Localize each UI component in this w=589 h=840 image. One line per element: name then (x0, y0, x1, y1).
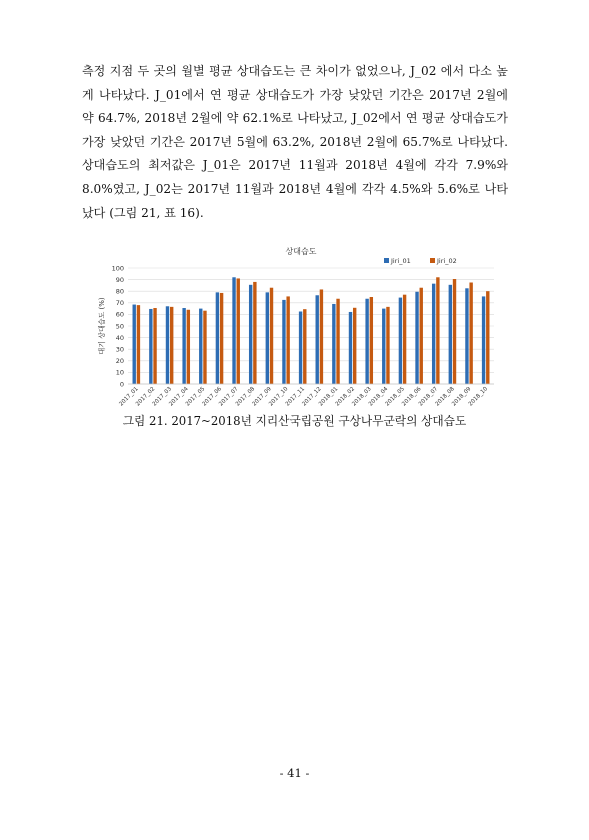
bar-jiri-01-2017-10 (282, 300, 285, 384)
x-axis-ticks (118, 386, 489, 408)
y-tick-label: 40 (115, 333, 124, 342)
bar-jiri-02-2018-04 (386, 307, 389, 384)
bar-jiri-02-2018-01 (336, 299, 339, 384)
page-number: - 41 - (279, 766, 310, 780)
x-tick-label: 2017_05 (184, 386, 207, 408)
bar-jiri-01-2018-07 (432, 284, 435, 384)
y-axis-label: 대기 상대습도 (%) (98, 297, 106, 355)
bar-jiri-02-2017-02 (153, 308, 156, 384)
x-tick-label: 2018_09 (451, 386, 473, 408)
bar-jiri-02-2018-10 (486, 291, 489, 384)
bar-jiri-01-2017-07 (232, 277, 235, 384)
bar-jiri-02-2017-11 (303, 309, 306, 384)
relative-humidity-chart (100, 244, 502, 416)
x-tick-label: 2017_10 (268, 386, 290, 408)
bar-jiri-01-2018-04 (382, 309, 385, 384)
bar-jiri-01-2017-02 (149, 309, 152, 384)
bar-jiri-02-2017-10 (286, 296, 289, 384)
bar-jiri-02-2017-07 (237, 278, 240, 384)
bar-jiri-02-2018-06 (420, 288, 423, 384)
x-tick-label: 2018_05 (384, 386, 406, 408)
bar-jiri-02-2018-05 (403, 295, 406, 384)
y-tick-label: 0 (119, 380, 124, 389)
x-tick-label: 2018_02 (334, 386, 357, 408)
bar-jiri-02-2017-06 (220, 293, 223, 384)
bar-jiri-02-2017-04 (187, 310, 190, 384)
x-tick-label: 2018_08 (434, 386, 456, 408)
bar-jiri-01-2017-01 (133, 305, 136, 384)
x-tick-label: 2018_03 (351, 386, 373, 408)
bar-jiri-02-2017-05 (203, 311, 206, 384)
body-paragraph: 측정 지점 두 곳의 월별 평균 상대습도는 큰 차이가 없었으나, J_02 에서 다소 높게 나타났다. J_01에서 연 평균 상대습도가 가장 낮았던 기간은 2017년 2월에 약 64.7%, 2018년 2월에 약 62.1%로 나타났고, J_02에서 연 평균 상대습도가 가장 낮았던 기간은 2017년 5월에 63.2%, 2018년 2월에 65.7%로 나타났다. 상대습도의 최저값은 J_01은 2017년 11월과 2018년 4월에 각각 7.9%와 8.0%였고, J_02는 2017년 11월과 2018년 4월에 각각 4.5%와 5.6%로 나타났다 (그림 21, 표 16). (82, 64, 508, 220)
x-tick-label: 2017_11 (284, 386, 307, 408)
bar-jiri-01-2018-02 (349, 312, 352, 384)
figure-caption: 그림 21. 2017~2018년 지리산국립공원 구상나무군락의 상대습도 (122, 414, 467, 428)
bar-jiri-02-2018-07 (436, 277, 439, 384)
bar-jiri-02-2018-09 (469, 283, 472, 385)
bar-jiri-02-2017-09 (270, 288, 273, 384)
bar-jiri-01-2018-10 (482, 296, 485, 384)
bar-jiri-02-2018-02 (353, 308, 356, 384)
bar-jiri-02-2018-08 (453, 279, 456, 384)
x-tick-label: 2018_10 (467, 386, 490, 408)
bar-jiri-01-2017-06 (216, 292, 219, 384)
bar-jiri-01-2017-12 (316, 295, 319, 384)
bar-jiri-01-2017-11 (299, 312, 302, 385)
x-tick-label: 2017_06 (201, 386, 223, 408)
chart-bars (133, 277, 490, 384)
x-tick-label: 2017_02 (135, 386, 157, 408)
x-tick-label: 2017_08 (234, 386, 257, 408)
bar-jiri-02-2017-08 (253, 282, 256, 384)
bar-jiri-01-2017-09 (266, 292, 269, 384)
legend-label-jiri-02: Jiri_02 (437, 257, 457, 265)
chart-plot (100, 244, 502, 416)
bar-jiri-01-2017-08 (249, 285, 252, 384)
y-tick-label: 90 (115, 275, 124, 284)
bar-jiri-01-2018-09 (465, 288, 468, 384)
bar-jiri-01-2018-06 (415, 292, 418, 384)
y-tick-label: 70 (115, 299, 124, 308)
bar-jiri-01-2017-04 (182, 308, 185, 384)
y-tick-label: 80 (115, 287, 124, 296)
y-tick-label: 20 (115, 357, 124, 366)
legend-label-jiri-01: Jiri_01 (391, 257, 411, 265)
y-tick-label: 60 (115, 310, 124, 319)
x-tick-label: 2018_06 (401, 386, 423, 408)
x-tick-label: 2018_04 (367, 386, 390, 408)
y-tick-label: 100 (111, 264, 124, 273)
bar-jiri-02-2017-12 (320, 289, 323, 384)
x-tick-label: 2017_12 (301, 386, 323, 408)
y-tick-label: 50 (115, 322, 124, 331)
bar-jiri-01-2018-05 (399, 298, 402, 384)
x-tick-label: 2017_07 (218, 386, 240, 408)
x-tick-label: 2017_09 (251, 386, 273, 408)
y-tick-label: 30 (115, 345, 124, 354)
x-tick-label: 2017_03 (151, 386, 174, 408)
bar-jiri-02-2018-03 (370, 297, 373, 384)
x-tick-label: 2017_04 (168, 386, 190, 408)
x-tick-label: 2017_01 (118, 386, 140, 408)
y-axis-ticks (112, 264, 124, 388)
x-tick-label: 2018_07 (417, 386, 440, 408)
x-tick-label: 2018_01 (318, 386, 340, 408)
bar-jiri-01-2018-03 (365, 299, 368, 384)
chart-legend (384, 257, 457, 265)
bar-jiri-02-2017-01 (137, 305, 140, 384)
bar-jiri-02-2017-03 (170, 307, 173, 384)
y-tick-label: 10 (115, 368, 124, 377)
bar-jiri-01-2018-01 (332, 304, 335, 384)
chart-title: 상대습도 (285, 247, 317, 256)
bar-jiri-01-2017-05 (199, 309, 202, 384)
legend-swatch-jiri-01 (384, 258, 389, 263)
bar-jiri-01-2018-08 (449, 285, 452, 384)
legend-swatch-jiri-02 (430, 258, 435, 263)
bar-jiri-01-2017-03 (166, 306, 169, 384)
